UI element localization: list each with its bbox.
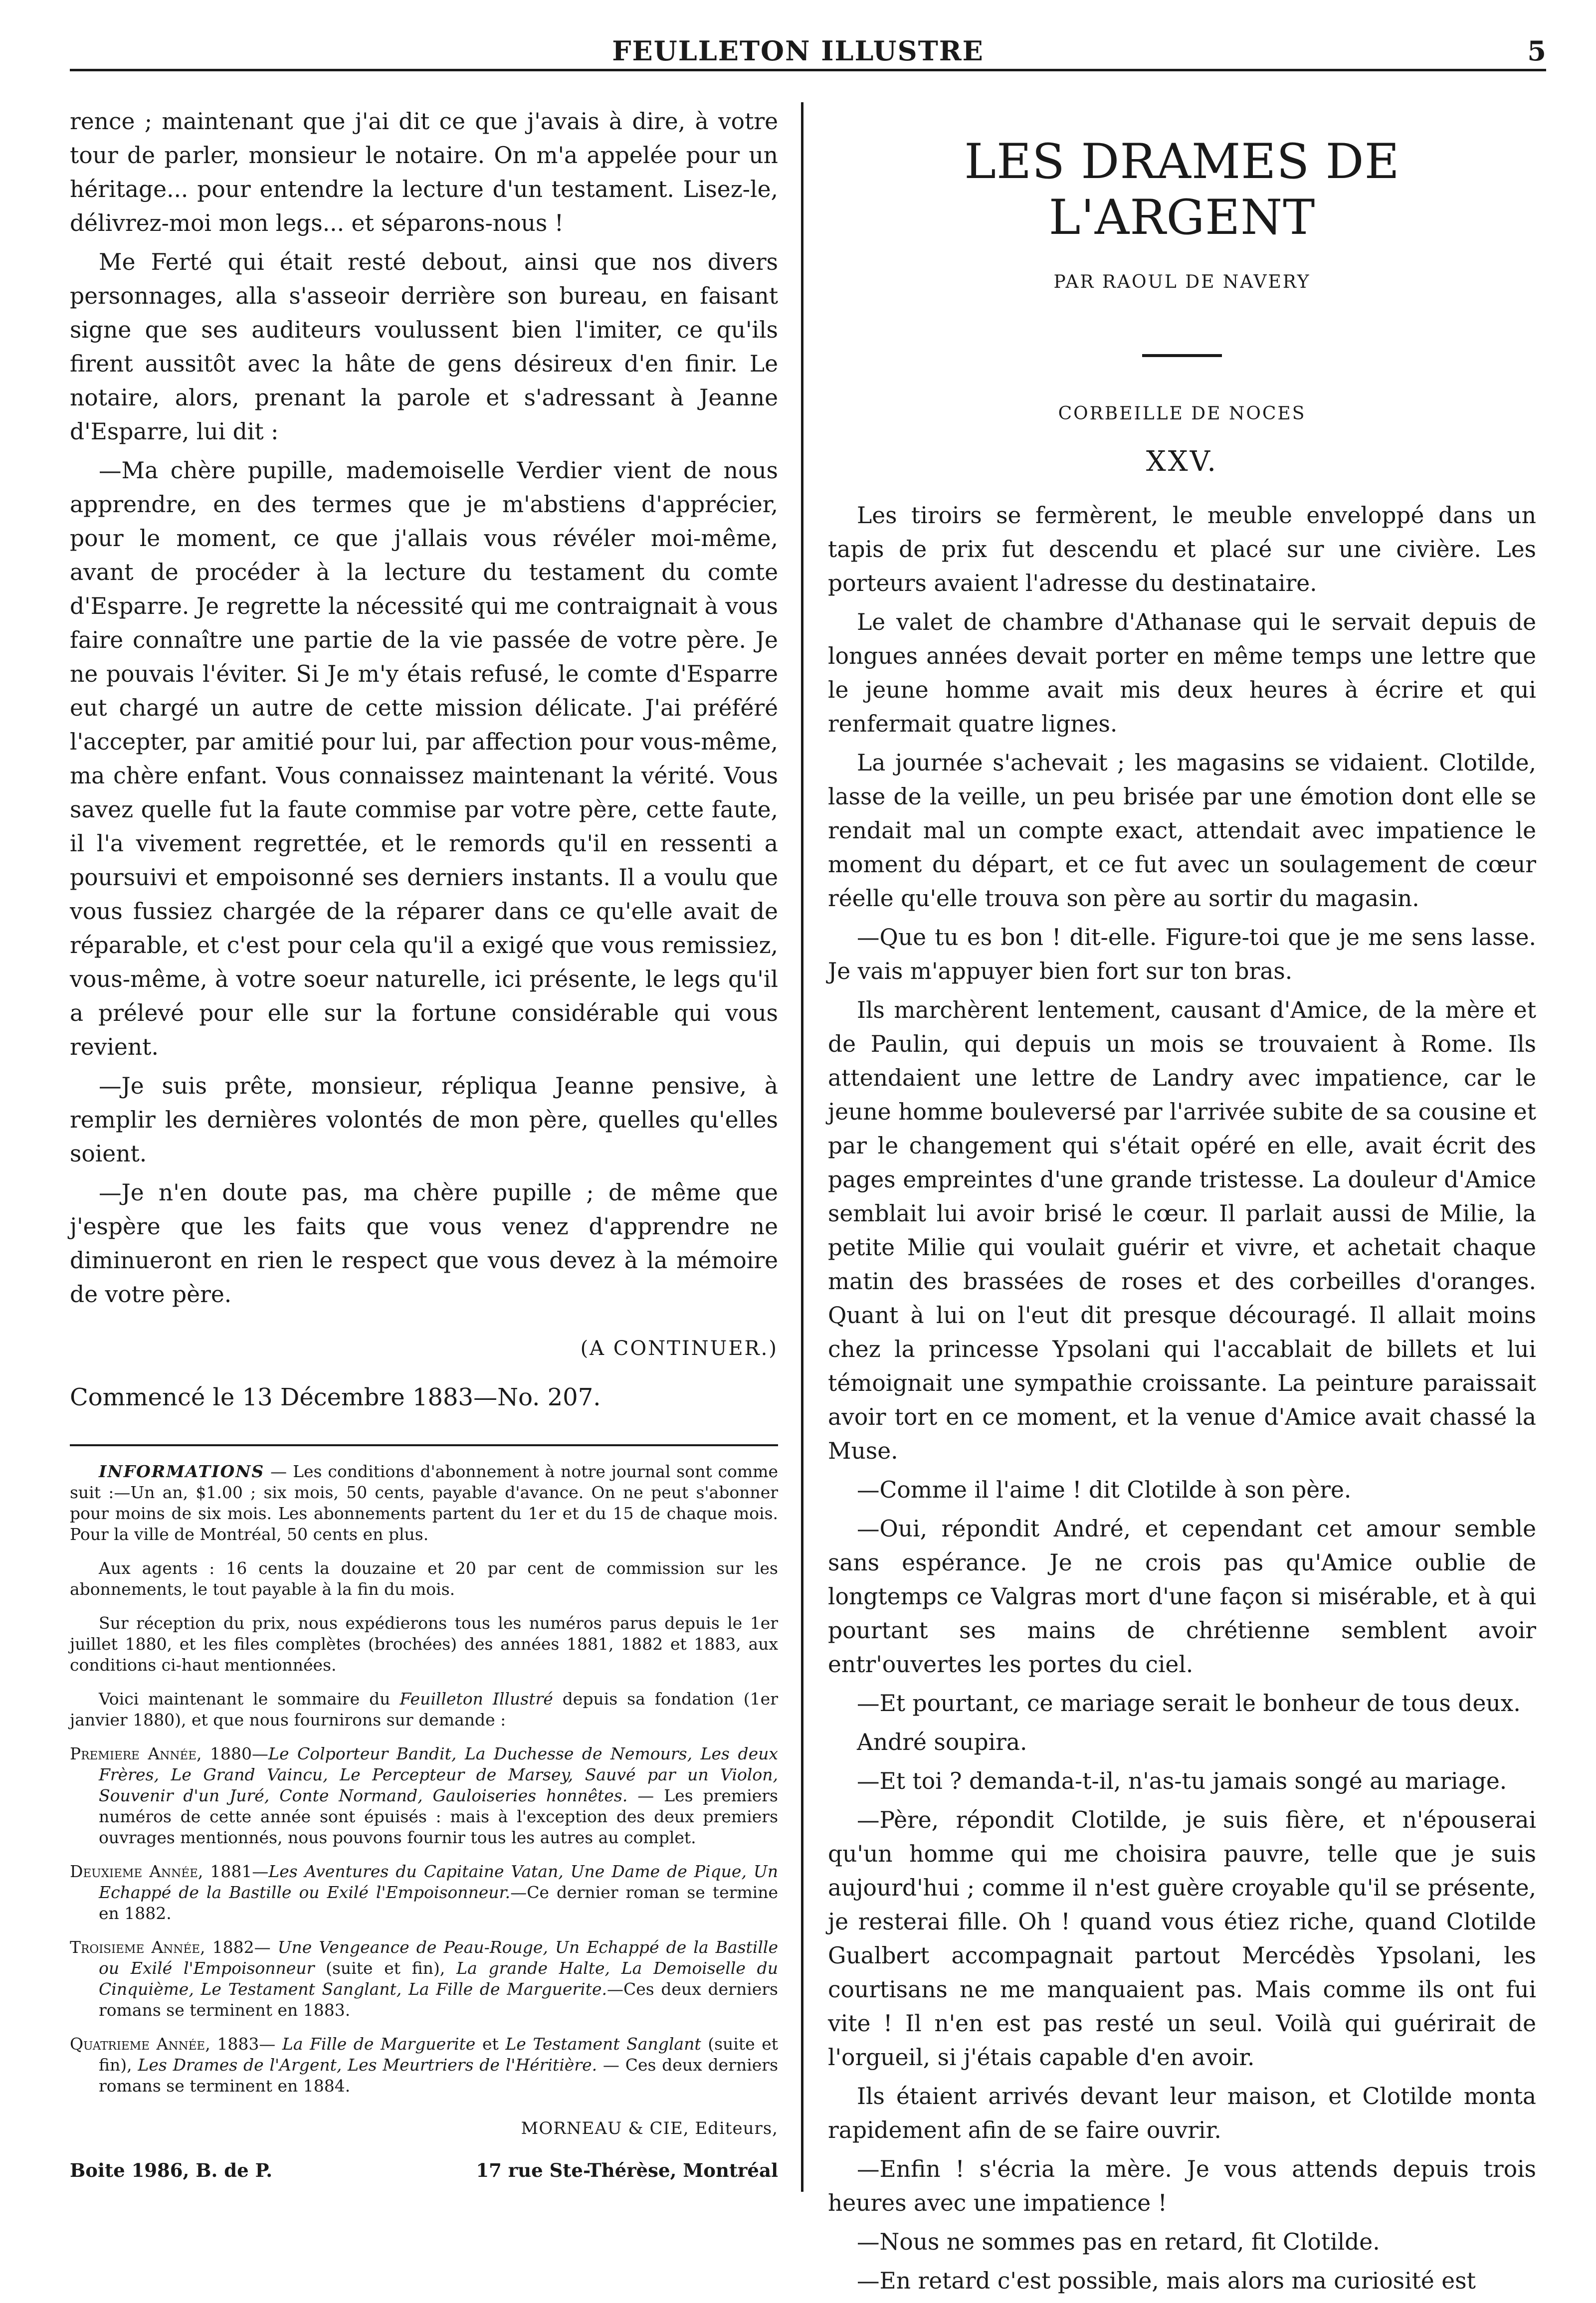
- info-year-1882: Troisieme Année, 1882— Une Vengeance de Peau-Rouge, Un Echappé de la Bastille ou Exilé l'Empoisonneur (suite et fin), La grande Halte, La Demoiselle du Cinquième, Le Testament Sanglant, La Fille de Marguerite.—Ces deux derniers romans se terminent en 1883.: [70, 1937, 779, 2020]
- column-divider: [801, 102, 803, 2192]
- continuer-note: (A CONTINUER.): [580, 1337, 778, 1360]
- story-paragraph: —Oui, répondit André, et cependant cet amour semble sans espérance. Je ne crois pas qu'Amice oublie de longtemps ce Valgras mort d'une façon si misérable, et à qui pourtant ses mains de chrétienne semblent avoir entr'ouvertes les portes du ciel.: [828, 1516, 1536, 1678]
- left-column: [70, 105, 778, 2187]
- story-paragraph: —Je suis prête, monsieur, répliqua Jeanne pensive, à remplir les dernières volontés de mon père, quelles qu'elles soient.: [70, 1073, 778, 1167]
- page-header: [50, 31, 1546, 71]
- informations-box: [70, 1461, 778, 2097]
- info-year-1883: Quatrieme Année, 1883— La Fille de Marguerite et Le Testament Sanglant (suite et fin), Les Drames de l'Argent, Les Meurtriers de l'Héritière. — Ces deux derniers romans se terminent en 1884.: [70, 2034, 779, 2096]
- journal-title: FEULLETON ILLUSTRE: [612, 35, 984, 67]
- story-paragraph: —Comme il l'aime ! dit Clotilde à son père.: [857, 1477, 1352, 1503]
- story-paragraph: —Enfin ! s'écria la mère. Je vous attends depuis trois heures avec une impatience !: [828, 2156, 1536, 2216]
- info-lead: INFORMATIONS: [99, 1462, 265, 1481]
- post-box: Boite 1986, B. de P.: [70, 2159, 273, 2181]
- commence-note: Commencé le 13 Décembre 1883—No. 207.: [70, 1383, 601, 1411]
- story-paragraph: Le valet de chambre d'Athanase qui le servait depuis de longues années devait porter en même temps une lettre que le jeune homme avait mis deux heures à écrire et qui renfermait quatre lignes.: [828, 609, 1536, 737]
- story-paragraph: —Je n'en doute pas, ma chère pupille ; de même que j'espère que les faits que vous venez d'apprendre ne diminueront en rien le respect que vous devez à la mémoire de votre père.: [70, 1179, 778, 1308]
- street-address: 17 rue Ste-Thérèse, Montréal: [476, 2159, 778, 2181]
- story-paragraph: —Père, répondit Clotilde, je suis fière, et n'épouserai qu'un homme qui me choisira pauvre, telle que je suis aujourd'hui ; comme il n'est guère croyable qu'il se présente, je resterai fille. Oh ! quand vous étiez riche, quand Clotilde Gualbert accompagnait partout Mercédès Ypsolani, les courtisans ne me manquaient pas. Mais comme ils ont fui vite ! Il n'en est pas resté un seul. Voilà qui guérirait de l'orgueil, si j'étais capable d'en avoir.: [828, 1807, 1536, 2071]
- story-paragraph: Ils marchèrent lentement, causant d'Amice, de la mère et de Paulin, qui depuis un mois se trouvaient à Rome. Ils attendaient une lettre de Landry avec impatience, car le jeune homme bouleversé par l'arrivée subite de sa cousine et par le changement qui s'était opéré en elle, avait écrit des pages empreintes d'une grande tristesse. La douleur d'Amice semblait lui avoir brisé le cœur. Il parlait aussi de Milie, la petite Milie qui voulait guérir et vivre, et achetait chaque matin des brassées de roses et des corbeilles d'oranges. Quant à lui on l'eut dit presque découragé. Il allait moins chez la princesse Ypsolani qui l'accablait de billets et lui témoignait une sympathie croissante. La peinture paraissait avoir tort en ce moment, et la venue d'Amice avait chassé la Muse.: [828, 997, 1536, 1464]
- section-divider: [70, 1444, 778, 1446]
- info-summary: Voici maintenant le sommaire du Feuilleton Illustré depuis sa fondation (1er janvier 1880), et que nous fournirons sur demande :: [70, 1689, 778, 1729]
- publisher-address-row: [70, 2153, 778, 2187]
- byline: PAR RAOUL DE NAVERY: [1053, 272, 1311, 292]
- header-rule: [70, 69, 1546, 71]
- story-paragraph: —Et pourtant, ce mariage serait le bonheur de tous deux.: [857, 1690, 1521, 1717]
- section-title: CORBEILLE DE NOCES: [1058, 403, 1306, 424]
- title-rule: [1142, 354, 1222, 357]
- story-paragraph: —Ma chère pupille, mademoiselle Verdier vient de nous apprendre, en des termes que je m'abstiens d'apprécier, pour le moment, ce que j'allais vous révéler moi-même, avant de procéder à la lecture du testament du comte d'Esparre. Je regrette la nécessité qui me contraignait à vous faire connaître une partie de la vie passée de votre père. Je ne pouvais l'éviter. Si Je m'y étais refusé, le comte d'Esparre eut chargé un autre de cette mission délicate. J'ai préféré l'accepter, par amitié pour lui, par affection pour vous-même, ma chère enfant. Vous connaissez maintenant la vérité. Vous savez quelle fut la faute commise par votre père, cette faute, il l'a vivement regrettée, et le remords qu'il en ressenti a poursuivi et empoisonné ses derniers instants. Il a voulu que vous fussiez chargée de la réparer dans ce qu'elle avait de réparable, et c'est pour cela qu'il a exigé que vous remissiez, vous-même, à votre soeur naturelle, ici présente, le legs qu'il a prélevé pour elle sur la fortune considérable qui vous revient.: [70, 457, 778, 1060]
- story-paragraph: —En retard c'est possible, mais alors ma curiosité est: [857, 2268, 1476, 2294]
- right-column: [828, 105, 1536, 2303]
- page-number: 5: [1527, 35, 1546, 67]
- story-paragraph: Ils étaient arrivés devant leur maison, et Clotilde monta rapidement afin de se faire ouvrir.: [828, 2083, 1536, 2143]
- info-agents: Aux agents : 16 cents la douzaine et 20 par cent de commission sur les abonnements, le tout payable à la fin du mois.: [70, 1558, 778, 1599]
- info-year-1881: Deuxieme Année, 1881—Les Aventures du Capitaine Vatan, Une Dame de Pique, Un Echappé de la Bastille ou Exilé l'Empoisonneur.—Ce dernier roman se termine en 1882.: [70, 1862, 778, 1923]
- story-paragraph: —Et toi ? demanda-t-il, n'as-tu jamais songé au mariage.: [857, 1768, 1507, 1794]
- story-paragraph: Me Ferté qui était resté debout, ainsi que nos divers personnages, alla s'asseoir derrière son bureau, en faisant signe que ses auditeurs voulussent bien l'imiter, ce qu'ils firent aussitôt avec la hâte de gens désireux d'en finir. Le notaire, alors, prenant la parole et s'adressant à Jeanne d'Esparre, lui dit :: [70, 249, 778, 445]
- chapter-number: XXV.: [1146, 445, 1218, 478]
- publisher-name: MORNEAU & CIE, Editeurs,: [521, 2118, 778, 2138]
- story-paragraph: La journée s'achevait ; les magasins se vidaient. Clotilde, lasse de la veille, un peu brisée par une émotion dont elle se rendait mal un compte exact, attendait avec impatience le moment du départ, et ce fut avec un soulagement de cœur réelle qu'elle trouva son père au sortir du magasin.: [828, 750, 1536, 912]
- story-paragraph: Les tiroirs se fermèrent, le meuble enveloppé dans un tapis de prix fut descendu et placé sur une civière. Les porteurs avaient l'adresse du destinataire.: [828, 502, 1536, 596]
- info-reception: Sur réception du prix, nous expédierons tous les numéros parus depuis le 1er juillet 1880, et les files complètes (brochées) des années 1881, 1882 et 1883, aux conditions ci-haut mentionnées.: [70, 1613, 778, 1675]
- info-year-1880: Premiere Année, 1880—Le Colporteur Bandit, La Duchesse de Nemours, Les deux Frères, Le Grand Vaincu, Le Percepteur de Marsey, Sauvé par un Violon, Souvenir d'un Juré, Conte Normand, Gauloiseries honnêtes. — Les premiers numéros de cette année sont épuisés : mais à l'exception des deux premiers ouvrages mentionnés, nous pouvons fournir tous les autres au complet.: [70, 1744, 779, 1847]
- story-paragraph: —Nous ne sommes pas en retard, fit Clotilde.: [857, 2229, 1380, 2255]
- info-subscription: INFORMATIONS — Les conditions d'abonnement à notre journal sont comme suit :—Un an, $1.00 ; six mois, 50 cents, payable d'avance. On ne peut s'abonner pour moins de six mois. Les abonnements partent du 1er et du 15 de chaque mois. Pour la ville de Montréal, 50 cents en plus.: [70, 1462, 778, 1544]
- story-paragraph: André soupira.: [857, 1729, 1027, 1755]
- story-paragraph: rence ; maintenant que j'ai dit ce que j'avais à dire, à votre tour de parler, monsieur le notaire. On m'a appelée pour un héritage... pour entendre la lecture d'un testament. Lisez-le, délivrez-moi mon legs... et séparons-nous !: [70, 108, 778, 236]
- story-title: LES DRAMES DE L'ARGENT: [964, 134, 1400, 245]
- story-paragraph: —Que tu es bon ! dit-elle. Figure-toi que je me sens lasse. Je vais m'appuyer bien fort sur ton bras.: [828, 924, 1536, 984]
